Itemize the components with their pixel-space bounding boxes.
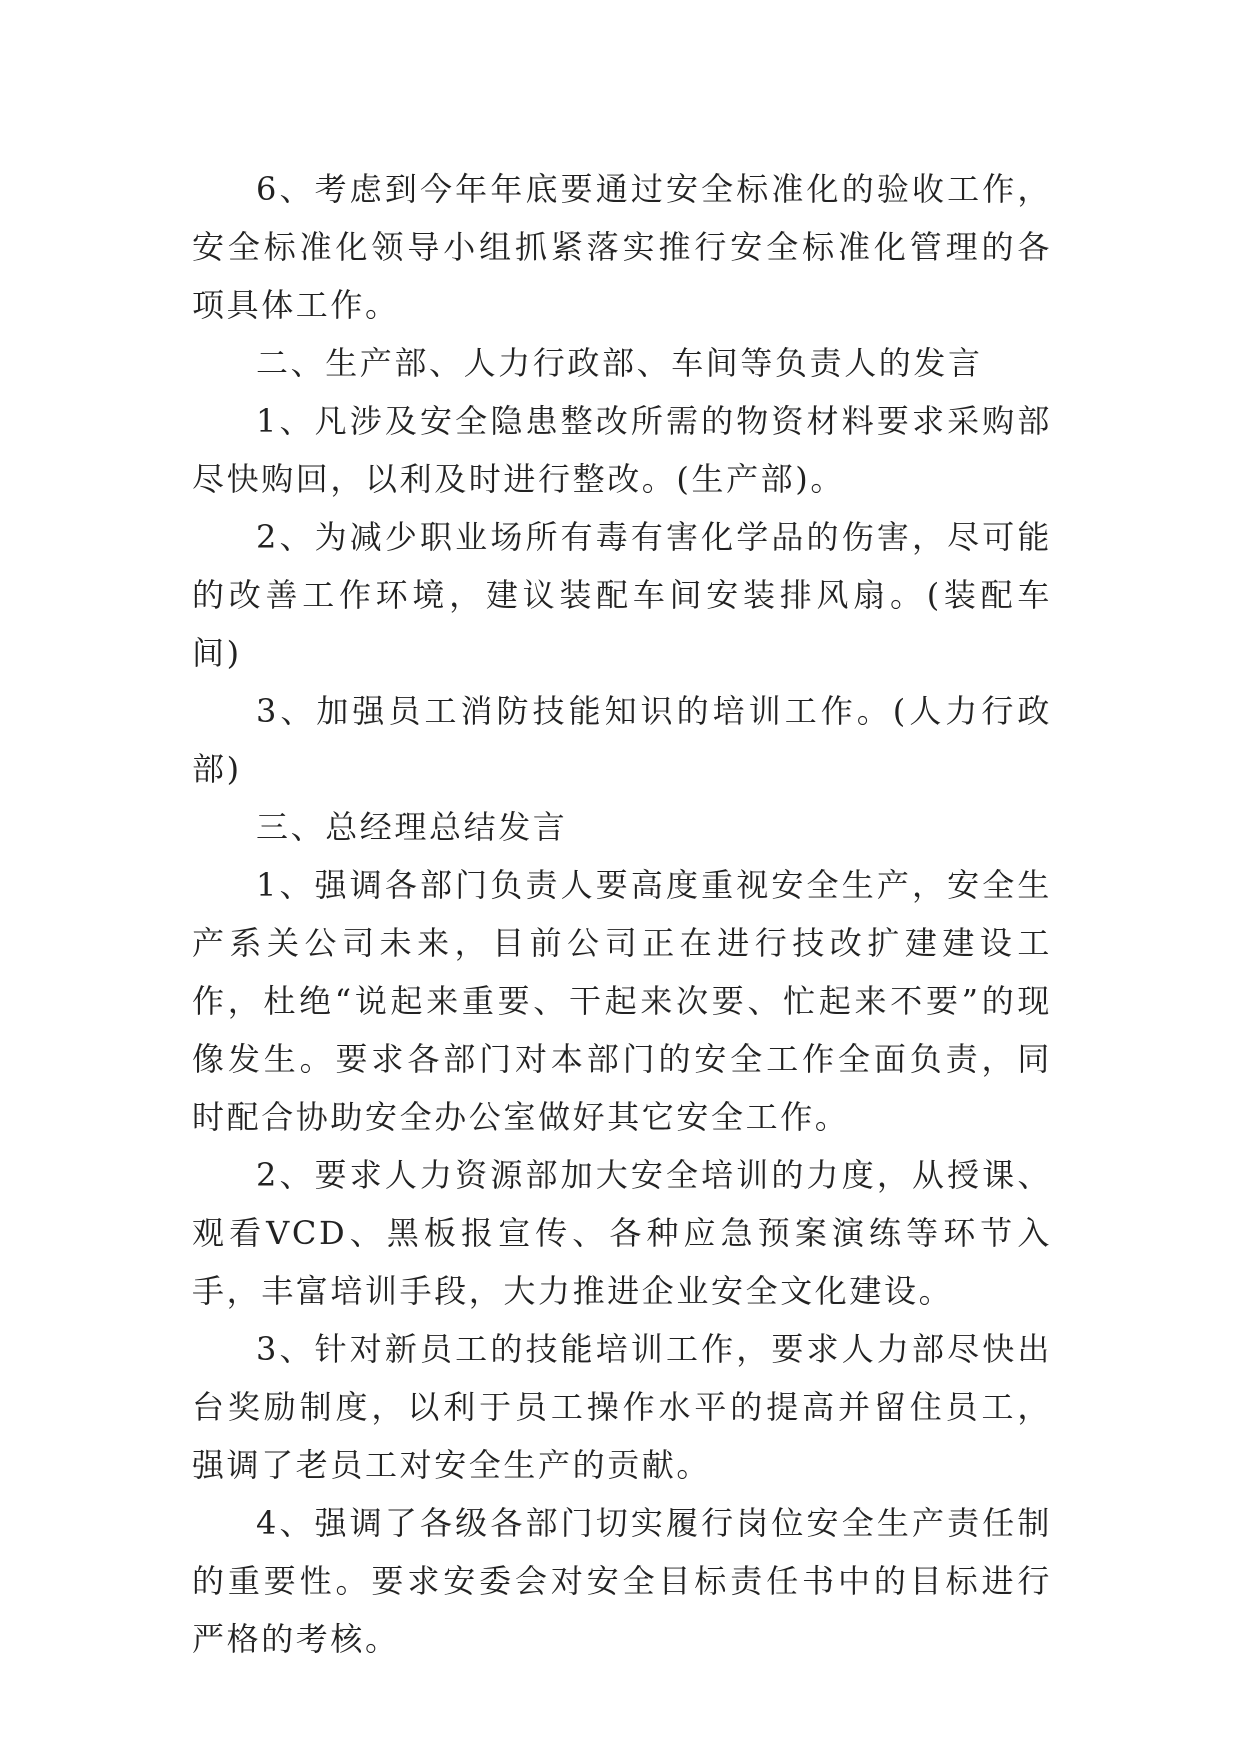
paragraph-gm-item-1: 1、强调各部门负责人要高度重视安全生产，安全生产系关公司未来，目前公司正在进行技改扩建建设工作，杜绝“说起来重要、干起来次要、忙起来不要”的现像发生。要求各部门对本部门的安全工作全面负责，同时配合协助安全办公室做好其它安全工作。 [192,866,1052,1136]
paragraph-item-1-procurement: 1、凡涉及安全隐患整改所需的物资材料要求采购部尽快购回，以利及时进行整改。(生产部)。 [192,402,1052,498]
section-heading-department-speeches: 二、生产部、人力行政部、车间等负责人的发言 [256,344,983,382]
document-body [192,160,1052,1668]
paragraph-gm-item-3: 3、针对新员工的技能培训工作，要求人力部尽快出台奖励制度，以利于员工操作水平的提高并留住员工，强调了老员工对安全生产的贡献。 [192,1330,1052,1484]
paragraph-item-3-fire-training: 3、加强员工消防技能知识的培训工作。(人力行政部) [192,692,1052,788]
section-heading-gm-summary: 三、总经理总结发言 [256,808,568,846]
paragraph-item-2-exhaust-fan: 2、为减少职业场所有毒有害化学品的伤害，尽可能的改善工作环境，建议装配车间安装排风扇。(装配车间) [192,518,1052,672]
paragraph-gm-item-4: 4、强调了各级各部门切实履行岗位安全生产责任制的重要性。要求安委会对安全目标责任书中的目标进行严格的考核。 [192,1504,1052,1658]
paragraph-gm-item-2: 2、要求人力资源部加大安全培训的力度，从授课、观看VCD、黑板报宣传、各种应急预案演练等环节入手，丰富培训手段，大力推进企业安全文化建设。 [192,1156,1052,1310]
paragraph-item-6-standardization: 6、考虑到今年年底要通过安全标准化的验收工作，安全标准化领导小组抓紧落实推行安全标准化管理的各项具体工作。 [192,170,1052,324]
